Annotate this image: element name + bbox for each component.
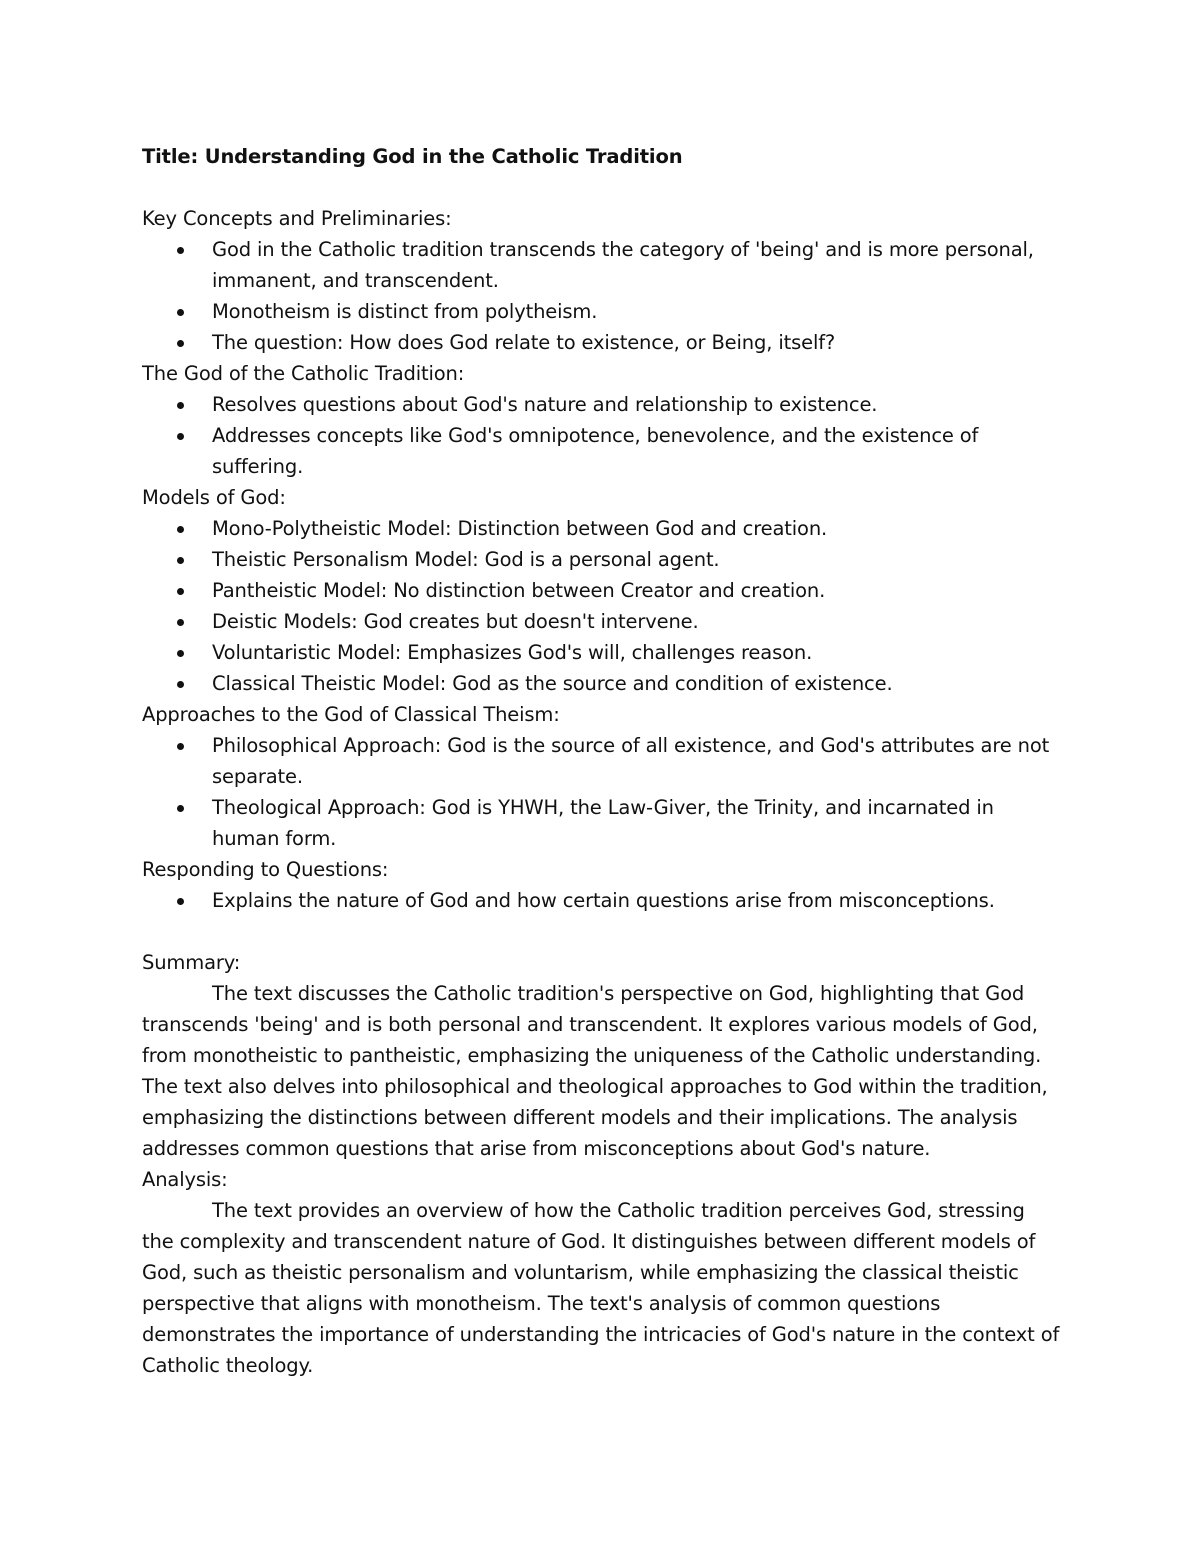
document-title: Title: Understanding God in the Catholic Tradition	[142, 145, 683, 168]
section-heading: Key Concepts and Preliminaries:	[142, 207, 452, 230]
bullet-list	[142, 730, 1080, 854]
bullet-icon	[177, 402, 184, 409]
bullet-icon	[177, 557, 184, 564]
bullet-item	[212, 420, 1062, 482]
summary-heading: Summary:	[142, 951, 241, 974]
bullet-list	[142, 513, 1080, 699]
bullet-text: Philosophical Approach: God is the source of all existence, and God's attributes are not separate.	[212, 734, 1050, 788]
bullet-text: Deistic Models: God creates but doesn't intervene.	[212, 610, 699, 633]
bullet-item	[212, 513, 1062, 544]
bullet-item	[212, 234, 1062, 296]
bullet-icon	[177, 433, 184, 440]
blank-line	[142, 172, 1080, 203]
bullet-list	[142, 885, 1080, 916]
bullet-item	[212, 637, 1062, 668]
bullet-icon	[177, 898, 184, 905]
bullet-text: Monotheism is distinct from polytheism.	[212, 300, 598, 323]
bullet-list	[142, 389, 1080, 482]
bullet-item	[212, 885, 1062, 916]
bullet-text: Voluntaristic Model: Emphasizes God's will, challenges reason.	[212, 641, 813, 664]
bullet-item	[212, 327, 1062, 358]
bullet-icon	[177, 526, 184, 533]
bullet-text: Pantheistic Model: No distinction between Creator and creation.	[212, 579, 826, 602]
bullet-icon	[177, 805, 184, 812]
bullet-icon	[177, 743, 184, 750]
bullet-item	[212, 544, 1062, 575]
bullet-text: The question: How does God relate to existence, or Being, itself?	[212, 331, 836, 354]
bullet-icon	[177, 309, 184, 316]
bullet-text: Mono-Polytheistic Model: Distinction between God and creation.	[212, 517, 828, 540]
blank-line	[142, 916, 1080, 947]
bullet-icon	[177, 681, 184, 688]
bullet-icon	[177, 619, 184, 626]
bullet-text: Explains the nature of God and how certain questions arise from misconceptions.	[212, 889, 995, 912]
bullet-text: Theological Approach: God is YHWH, the Law-Giver, the Trinity, and incarnated in human form.	[212, 796, 994, 850]
bullet-item	[212, 389, 1062, 420]
bullet-text: Classical Theistic Model: God as the source and condition of existence.	[212, 672, 893, 695]
section-heading: Responding to Questions:	[142, 858, 389, 881]
section-heading: Approaches to the God of Classical Theism:	[142, 703, 560, 726]
bullet-icon	[177, 340, 184, 347]
analysis-heading: Analysis:	[142, 1168, 228, 1191]
bullet-icon	[177, 247, 184, 254]
bullet-text: Resolves questions about God's nature and relationship to existence.	[212, 393, 878, 416]
bullet-icon	[177, 588, 184, 595]
analysis-paragraph: The text provides an overview of how the Catholic tradition perceives God, stressing the complexity and transcendent nature of God. It distinguishes between different models of God, such as theistic personalism and voluntarism, while emphasizing the classical theistic perspective that aligns with monotheism. The text's analysis of common questions demonstrates the importance of understanding the intricacies of God's nature in the context of Catholic theology.	[142, 1199, 1060, 1377]
bullet-item	[212, 606, 1062, 637]
bullet-item	[212, 730, 1062, 792]
bullet-icon	[177, 650, 184, 657]
bullet-item	[212, 792, 1062, 854]
bullet-list	[142, 234, 1080, 358]
summary-paragraph: The text discusses the Catholic tradition's perspective on God, highlighting that God transcends 'being' and is both personal and transcendent. It explores various models of God, from monotheistic to pantheistic, emphasizing the uniqueness of the Catholic understanding. The text also delves into philosophical and theological approaches to God within the tradition, emphasizing the distinctions between different models and their implications. The analysis addresses common questions that arise from misconceptions about God's nature.	[142, 982, 1048, 1160]
bullet-text: Addresses concepts like God's omnipotence, benevolence, and the existence of suffering.	[212, 424, 979, 478]
section-heading: The God of the Catholic Tradition:	[142, 362, 465, 385]
bullet-item	[212, 575, 1062, 606]
bullet-text: Theistic Personalism Model: God is a personal agent.	[212, 548, 720, 571]
bullet-item	[212, 668, 1062, 699]
section-heading: Models of God:	[142, 486, 286, 509]
bullet-text: God in the Catholic tradition transcends the category of 'being' and is more personal, immanent, and transcendent.	[212, 238, 1034, 292]
bullet-item	[212, 296, 1062, 327]
